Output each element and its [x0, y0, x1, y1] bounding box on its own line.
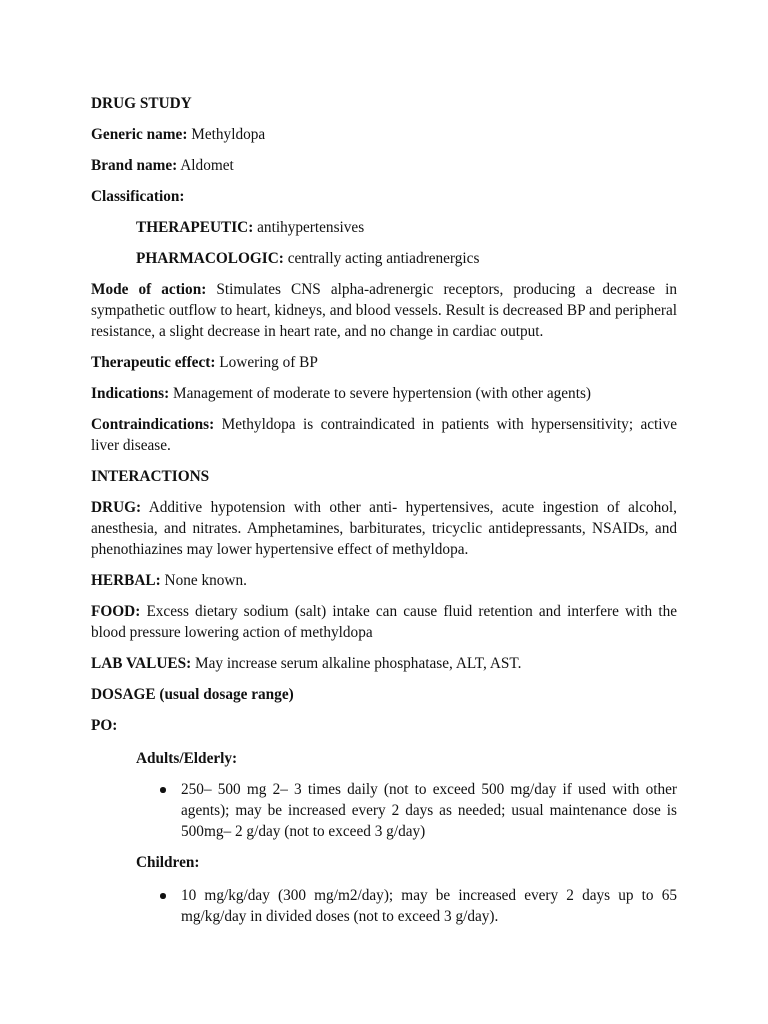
herbal-interactions-row — [91, 570, 677, 591]
food-interactions-paragraph — [91, 601, 677, 643]
therapeutic-class-row — [136, 217, 677, 238]
document-title — [91, 93, 677, 114]
dosage-heading — [91, 684, 677, 705]
interactions-heading-text: INTERACTIONS — [91, 468, 210, 485]
bullet-icon — [160, 893, 166, 899]
drug-interactions-text: Additive hypotension with other anti- hypertensives, acute ingestion of alcohol, anesthesia, and nitrates. Amphetamines, barbiturates, tricyclic antidepressants, NSAIDs, and phenothiazines may lower hypertensive effect of methyldopa. — [91, 499, 677, 559]
adults-dosage-text: 250– 500 mg 2– 3 times daily (not to exceed 500 mg/day if used with other agents); may be increased every 2 days as needed; usual maintenance dose is 500mg– 2 g/day (not to exceed 3 g/day) — [181, 781, 677, 841]
lab-values-label: LAB VALUES: — [91, 655, 192, 672]
children-heading-text: Children: — [136, 854, 200, 871]
indications-row — [91, 383, 677, 404]
food-interactions-text: Excess dietary sodium (salt) intake can cause fluid retention and interfere with the blood pressure lowering action of methyldopa — [91, 603, 678, 642]
children-dosage-list-item — [181, 885, 677, 927]
generic-name-label: Generic name: — [91, 126, 188, 143]
generic-name-value: Methyldopa — [191, 126, 266, 143]
therapeutic-effect-row — [91, 352, 677, 373]
pharmacologic-class-value: centrally acting antiadrenergics — [287, 250, 480, 267]
therapeutic-effect-label: Therapeutic effect: — [91, 354, 216, 371]
therapeutic-class-value: antihypertensives — [257, 219, 365, 236]
children-dosage-text: 10 mg/kg/day (300 mg/m2/day); may be increased every 2 days up to 65 mg/kg/day in divided doses (not to exceed 3 g/day). — [181, 887, 677, 926]
classification-label: Classification: — [91, 188, 185, 205]
herbal-interactions-label: HERBAL: — [91, 572, 161, 589]
pharmacologic-class-row — [136, 248, 677, 269]
dosage-heading-text: DOSAGE (usual dosage range) — [91, 686, 294, 703]
adults-heading-text: Adults/Elderly: — [136, 750, 238, 767]
therapeutic-effect-value: Lowering of BP — [219, 354, 318, 371]
route-heading-text: PO: — [91, 717, 118, 734]
herbal-interactions-value: None known. — [164, 572, 247, 589]
indications-label: Indications: — [91, 385, 170, 402]
indications-value: Management of moderate to severe hypertension (with other agents) — [173, 385, 591, 402]
contraindications-paragraph — [91, 414, 677, 456]
route-heading — [91, 715, 677, 736]
lab-values-row — [91, 653, 677, 674]
brand-name-label: Brand name: — [91, 157, 178, 174]
title-text: DRUG STUDY — [91, 95, 192, 112]
mode-of-action-label: Mode of action: — [91, 281, 207, 298]
brand-name-row — [91, 155, 677, 176]
mode-of-action-text: Stimulates CNS alpha-adrenergic receptors, producing a decrease in sympathetic outflow to heart, kidneys, and blood vessels. Result is decreased BP and peripheral resistance, a slight decrease in heart rate, and no change in cardiac output. — [91, 281, 677, 341]
adults-dosage-list-item — [181, 779, 677, 843]
drug-interactions-paragraph — [91, 497, 677, 561]
bullet-icon — [160, 787, 166, 793]
adults-heading — [136, 748, 677, 769]
drug-interactions-label: DRUG: — [91, 499, 142, 516]
mode-of-action-paragraph — [91, 279, 677, 343]
children-heading — [136, 852, 677, 873]
contraindications-label: Contraindications: — [91, 416, 215, 433]
lab-values-value: May increase serum alkaline phosphatase, ALT, AST. — [195, 655, 522, 672]
brand-name-value: Aldomet — [180, 157, 234, 174]
food-interactions-label: FOOD: — [91, 603, 141, 620]
pharmacologic-class-label: PHARMACOLOGIC: — [136, 250, 284, 267]
contraindications-text: Methyldopa is contraindicated in patients with hypersensitivity; active liver disease. — [91, 416, 677, 455]
generic-name-row — [91, 124, 677, 145]
therapeutic-class-label: THERAPEUTIC: — [136, 219, 254, 236]
classification-heading — [91, 186, 677, 207]
interactions-heading — [91, 466, 677, 487]
